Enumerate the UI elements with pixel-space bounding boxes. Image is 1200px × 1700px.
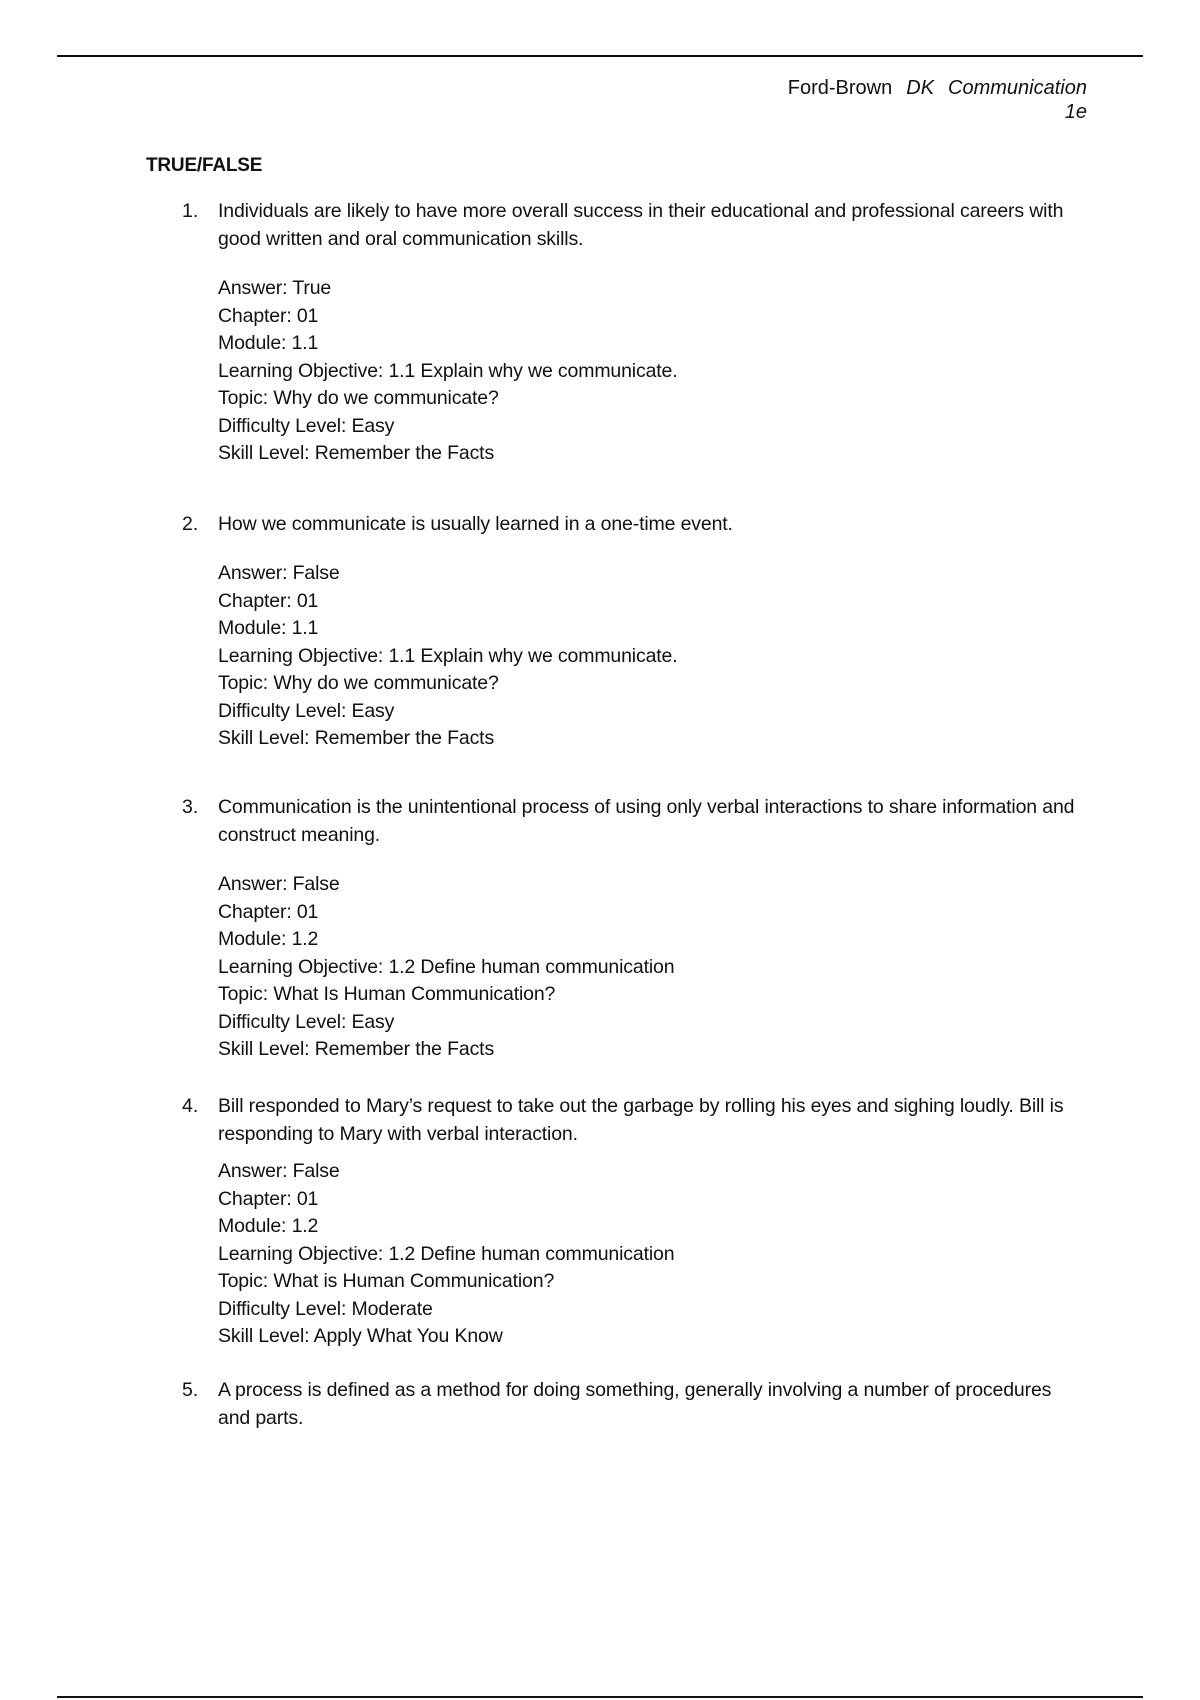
answer-line: Answer: False [218,562,340,584]
answer-value: False [292,873,340,895]
chapter-line: Chapter: 01 [218,1187,319,1210]
question-item [182,1376,1082,1432]
answer-line: Answer: True [218,277,332,299]
answer-line: Answer: False [218,873,340,895]
answer-value: False [292,562,340,584]
question-text: A process is defined as a method for doing something, generally involving a number of procedures and parts. [218,1379,1052,1429]
chapter-line: Chapter: 01 [218,304,319,327]
question-item [182,510,1082,753]
topic-line: Topic: What Is Human Communication? [218,983,556,1005]
learning-objective-line: Learning Objective: 1.1 Explain why we communicate. [218,644,678,667]
module-value: 1.1 [291,617,319,639]
skill-value: Remember the Facts [314,442,495,464]
module-line: Module: 1.1 [218,332,319,354]
running-header [788,76,1087,124]
topic-line: Topic: Why do we communicate? [218,672,499,694]
learning-objective-line: Learning Objective: 1.1 Explain why we communicate. [218,359,678,382]
difficulty-value: Moderate [351,1297,433,1320]
module-value: 1.1 [291,332,319,354]
question-metadata [218,1158,1082,1351]
question-number: 1. [182,200,199,222]
topic-line: Topic: What is Human Communication? [218,1270,555,1292]
header-author: Ford-Brown [787,77,893,99]
learning-objective-line: Learning Objective: 1.2 Define human communication [218,1242,675,1265]
question-text: How we communicate is usually learned in a one-time event. [218,513,733,535]
difficulty-value: Easy [351,1010,395,1033]
chapter-value: 01 [296,304,319,327]
difficulty-line: Difficulty Level: Easy [218,1010,395,1033]
learning-objective-value: 1.1 Explain why we communicate. [388,644,678,667]
chapter-value: 01 [296,589,319,612]
header-line-1 [788,76,1087,100]
skill-value: Remember the Facts [314,1038,495,1060]
question-metadata [218,871,1082,1064]
header-publisher: DK [906,77,935,99]
question-metadata [218,275,1082,468]
question-text: Communication is the unintentional process of using only verbal interactions to share information and construct meaning. [218,796,1075,846]
chapter-value: 01 [296,1187,319,1210]
module-value: 1.2 [291,928,319,950]
difficulty-line: Difficulty Level: Easy [218,699,395,722]
module-line: Module: 1.2 [218,928,319,950]
chapter-line: Chapter: 01 [218,589,319,612]
skill-line: Skill Level: Remember the Facts [218,1038,495,1060]
topic-value: What Is Human Communication? [273,983,556,1005]
chapter-line: Chapter: 01 [218,900,319,923]
topic-value: Why do we communicate? [273,672,499,694]
question-number: 2. [182,513,199,535]
question-item [182,1092,1082,1351]
topic-value: Why do we communicate? [273,387,499,409]
difficulty-line: Difficulty Level: Easy [218,414,395,437]
answer-value: True [292,277,332,299]
skill-line: Skill Level: Remember the Facts [218,727,495,749]
module-line: Module: 1.2 [218,1215,319,1237]
footer-rule [57,1696,1143,1698]
question-text: Bill responded to Mary’s request to take out the garbage by rolling his eyes and sighing loudly. Bill is responding to Mary with verbal interaction. [218,1095,1064,1145]
difficulty-value: Easy [351,414,395,437]
topic-line: Topic: Why do we communicate? [218,387,499,409]
question-number: 3. [182,796,199,818]
header-title: Communication [948,77,1087,99]
module-value: 1.2 [291,1215,319,1237]
header-edition: 1e [1064,101,1087,123]
difficulty-value: Easy [351,699,395,722]
header-rule [57,55,1143,57]
skill-value: Remember the Facts [314,727,495,749]
skill-value: Apply What You Know [313,1325,503,1347]
learning-objective-value: 1.2 Define human communication [388,955,675,978]
question-item [182,793,1082,1064]
answer-line: Answer: False [218,1160,340,1182]
question-text: Individuals are likely to have more overall success in their educational and professional careers with good written and oral communication skills. [218,200,1064,250]
difficulty-line: Difficulty Level: Moderate [218,1297,433,1320]
learning-objective-value: 1.2 Define human communication [388,1242,675,1265]
answer-value: False [292,1160,340,1182]
section-title: TRUE/FALSE [146,155,263,176]
module-line: Module: 1.1 [218,617,319,639]
chapter-value: 01 [296,900,319,923]
learning-objective-line: Learning Objective: 1.2 Define human communication [218,955,675,978]
skill-line: Skill Level: Remember the Facts [218,442,495,464]
question-metadata [218,560,1082,753]
question-number: 5. [182,1379,199,1401]
question-number: 4. [182,1095,199,1117]
question-item [182,197,1082,468]
learning-objective-value: 1.1 Explain why we communicate. [388,359,678,382]
topic-value: What is Human Communication? [273,1270,555,1292]
skill-line: Skill Level: Apply What You Know [218,1325,503,1347]
